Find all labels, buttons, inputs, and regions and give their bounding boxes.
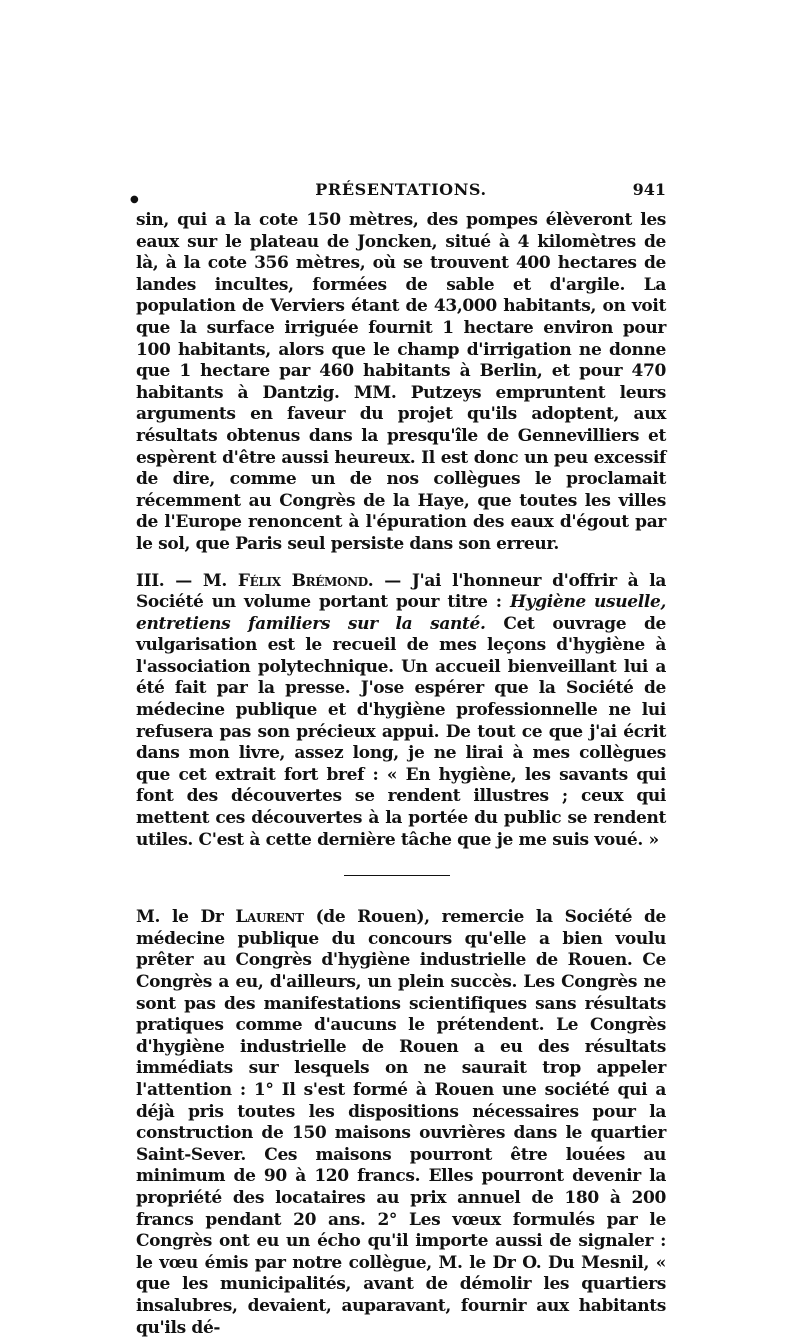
running-title: PRÉSENTATIONS. <box>315 180 487 199</box>
paragraph-lead: M. le Dr <box>136 907 236 928</box>
speaker-name: Félix Brémond. <box>237 570 374 591</box>
paragraph-text: (de Rouen), remercie la Société de médecine publique du concours qu'elle a bien voulu prêter au Congrès d'hygiène industrielle de Rouen. Ce Congrès a eu, d'ailleurs, un plein succès. Les Congrès ne sont pas des manifestations scientifiques sans résultats pratiques comme d'aucuns le prétendent. Le Congrès d'hygiène industrielle de Rouen a eu des résultats immédiats sur lesquels on ne saurait trop appeler l'attention : 1° Il s'est formé à Rouen une société qui a déjà pris toutes les dispositions nécessaires pour la construction de 150 maisons ouvrières dans le quartier Saint-Sever. Ces maisons pourront être louées au minimum de 90 à 120 francs. Elles pourront devenir la propriété des locataires au prix annuel de 180 à 200 francs pendant 20 ans. 2° Les vœux formulés par le Congrès ont eu un écho qu'il importe aussi de signaler : le vœu émis par notre collègue, M. le Dr O. Du Mesnil, « que les municipalités, avant de démolir les quartiers insalubres, devaient, auparavant, fournir aux habitants qu'ils dé- <box>136 907 666 1338</box>
paragraph-text: — J'ai l'honneur d'offrir à la Société un volume portant pour titre : <box>136 570 667 613</box>
paragraph-continuation: sin, qui a la cote 150 mètres, des pompes élèveront les eaux sur le plateau de Joncken, situé à 4 kilomètres de là, à la cote 356 mètres, où se trouvent 400 hectares de landes incultes, formées de sable et d'argile. La population de Verviers étant de 43,000 habitants, on voit que la surface irriguée fournit 1 hectare environ pour 100 habitants, alors que le champ d'irrigation ne donne que 1 hectare par 460 habitants à Berlin, et pour 470 habitants à Dantzig. MM. Putzeys empruntent leurs arguments en faveur du projet qu'ils adoptent, aux résultats obtenus dans la presqu'île de Gennevilliers et espèrent d'être aussi heureux. Il est donc un peu excessif de dire, comme un de nos collègues le proclamait récemment au Congrès de la Haye, que toutes les villes de l'Europe renoncent à l'épuration des eaux d'égout par le sol, que Paris seul persiste dans son erreur. <box>136 210 666 554</box>
paragraph-bremond <box>136 571 666 852</box>
page-header <box>130 176 666 210</box>
paragraph-laurent <box>136 907 666 1339</box>
page-number: 941 <box>632 180 666 199</box>
book-page <box>130 176 667 1339</box>
paragraph-gap <box>136 556 666 571</box>
book-title: Hygiène usuelle, entretiens familiers sur la santé. <box>136 592 666 634</box>
horizontal-rule <box>344 875 450 876</box>
ink-speck-icon: ● <box>130 194 139 205</box>
section-number: III. — M. <box>136 570 227 591</box>
paragraph-text: Cet ouvrage de vulgarisation est le recueil de mes leçons d'hygiène à l'association polytechnique. Un accueil bienveillant lui a été fait par la presse. J'ose espérer que la Société de médecine publique et d'hygiène professionnelle ne lui refusera pas son précieux appui. De tout ce que j'ai écrit dans mon livre, assez long, je ne lirai à mes collègues que cet extrait fort bref : « En hygiène, les savants qui font des découvertes se rendent illustres ; ceux qui mettent ces découvertes à la portée du public se rendent utiles. C'est à cette dernière tâche que je me suis voué. » <box>136 613 666 850</box>
section-divider <box>136 851 666 907</box>
speaker-name: Laurent <box>235 907 304 928</box>
